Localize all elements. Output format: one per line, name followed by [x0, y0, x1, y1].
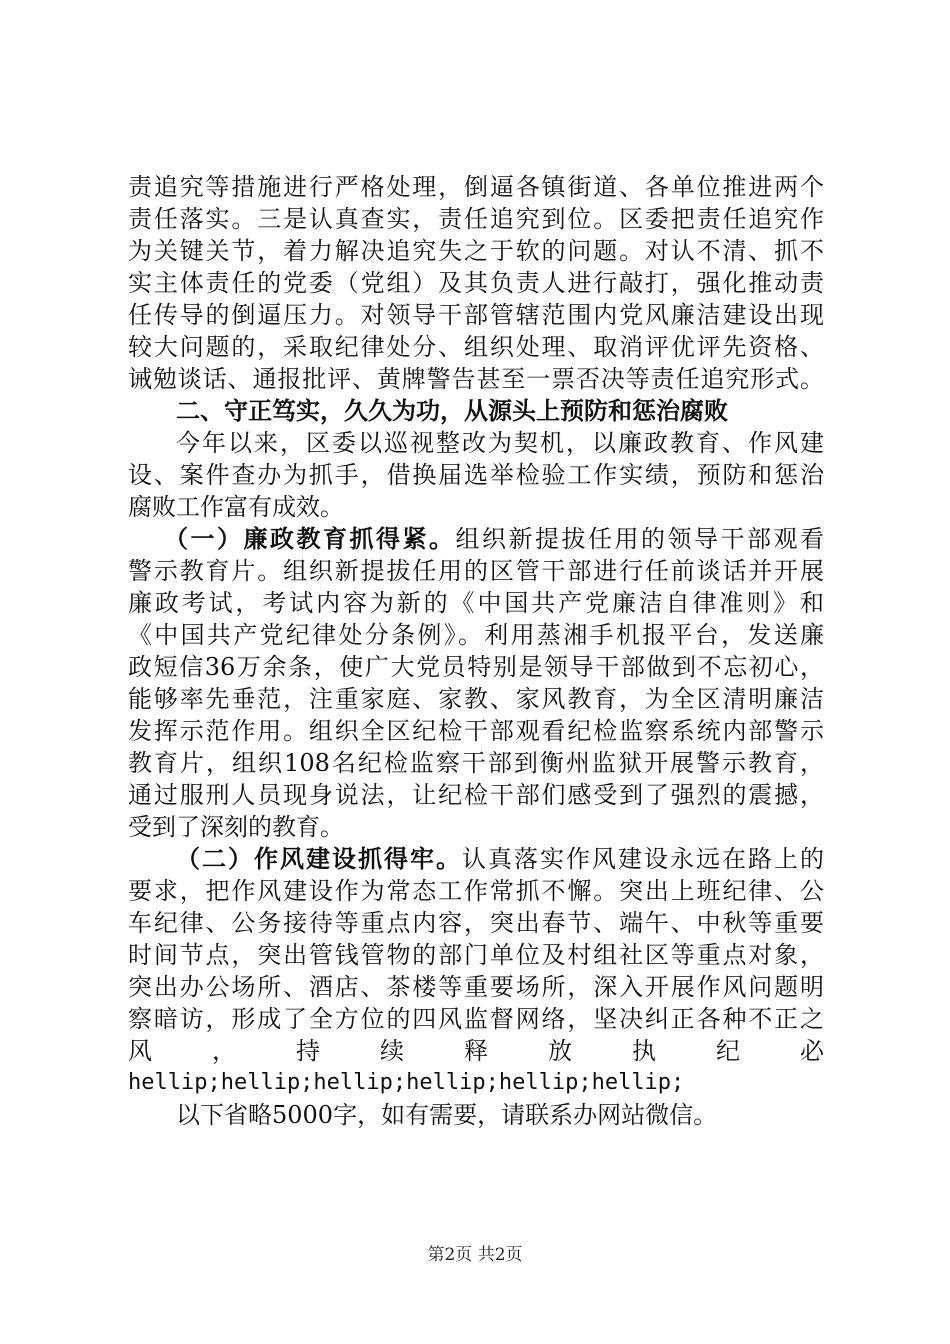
- item2-first-line: [176, 844, 824, 874]
- item1-line: 通过服刑人员现身说法，让纪检干部们感受到了强烈的震撼，: [128, 781, 824, 809]
- item1-line: 政短信36万余条，使广大党员特别是领导干部做到不忘初心，: [128, 653, 824, 681]
- item1-line: 能够率先垂范，注重家庭、家教、家风教育，为全区清明廉洁: [128, 685, 824, 713]
- body-line: 任传导的倒逼压力。对领导干部管辖范围内党风廉洁建设出现: [128, 301, 824, 329]
- page-footer: 第2页 共2页: [427, 1245, 523, 1265]
- intro-line: 今年以来，区委以巡视整改为契机，以廉政教育、作风建: [176, 429, 824, 457]
- body-line: 实主体责任的党委（党组）及其负责人进行敲打，强化推动责: [128, 269, 824, 297]
- omitted-note: 以下省略5000字，如有需要，请联系办网站微信。: [176, 1101, 718, 1129]
- section-heading: 二、守正笃实，久久为功，从源头上预防和惩治腐败: [176, 396, 728, 425]
- body-line: 责追究等措施进行严格处理，倒逼各镇街道、各单位推进两个: [128, 173, 824, 201]
- item2-title: （二）作风建设抓得牢。: [176, 844, 462, 873]
- item1-first-line: [164, 524, 824, 554]
- item2-first-text: 认真落实作风建设永远在路上的: [462, 845, 824, 873]
- body-line: 责任落实。三是认真查实，责任追究到位。区委把责任追究作: [128, 205, 824, 233]
- body-line: 较大问题的，采取纪律处分、组织处理、取消评优评先资格、: [128, 333, 824, 361]
- body-line: 诫勉谈话、通报批评、黄牌警告甚至一票否决等责任追究形式。: [128, 365, 824, 393]
- item1-line: 警示教育片。组织新提拔任用的区管干部进行任前谈话并开展: [128, 557, 824, 585]
- item1-line: 受到了深刻的教育。: [128, 813, 344, 841]
- intro-line: 设、案件查办为抓手，借换届选举检验工作实绩，预防和惩治: [128, 461, 824, 489]
- item1-line: 《中国共产党纪律处分条例》。利用蒸湘手机报平台，发送廉: [128, 621, 824, 649]
- item2-line: 突出办公场所、酒店、茶楼等重要场所，深入开展作风问题明: [128, 973, 824, 1001]
- item1-line: 发挥示范作用。组织全区纪检干部观看纪检监察系统内部警示: [128, 717, 824, 745]
- item2-line: 车纪律、公务接待等重点内容，突出春节、端午、中秋等重要: [128, 909, 824, 937]
- item2-line: 要求，把作风建设作为常态工作常抓不懈。突出上班纪律、公: [128, 877, 824, 905]
- item1-line: 教育片，组织108名纪检监察干部到衡州监狱开展警示教育，: [128, 749, 824, 777]
- body-line: 为关键关节，着力解决追究失之于软的问题。对认不清、抓不: [128, 237, 824, 265]
- hellip-line: hellip;hellip;hellip;hellip;hellip;hellip;: [128, 1070, 685, 1095]
- item1-line: 廉政考试，考试内容为新的《中国共产党廉洁自律准则》和: [128, 589, 824, 617]
- item2-line: 时间节点，突出管钱管物的部门单位及村组社区等重点对象，: [128, 941, 824, 969]
- item2-line: 察暗访，形成了全方位的四风监督网络，坚决纠正各种不正之: [128, 1005, 824, 1033]
- item1-title: （一）廉政教育抓得紧。: [164, 524, 456, 553]
- item1-first-text: 组织新提拔任用的领导干部观看: [455, 525, 824, 553]
- intro-line: 腐败工作富有成效。: [128, 493, 344, 521]
- item2-line: 风，持续释放执纪必: [128, 1037, 824, 1065]
